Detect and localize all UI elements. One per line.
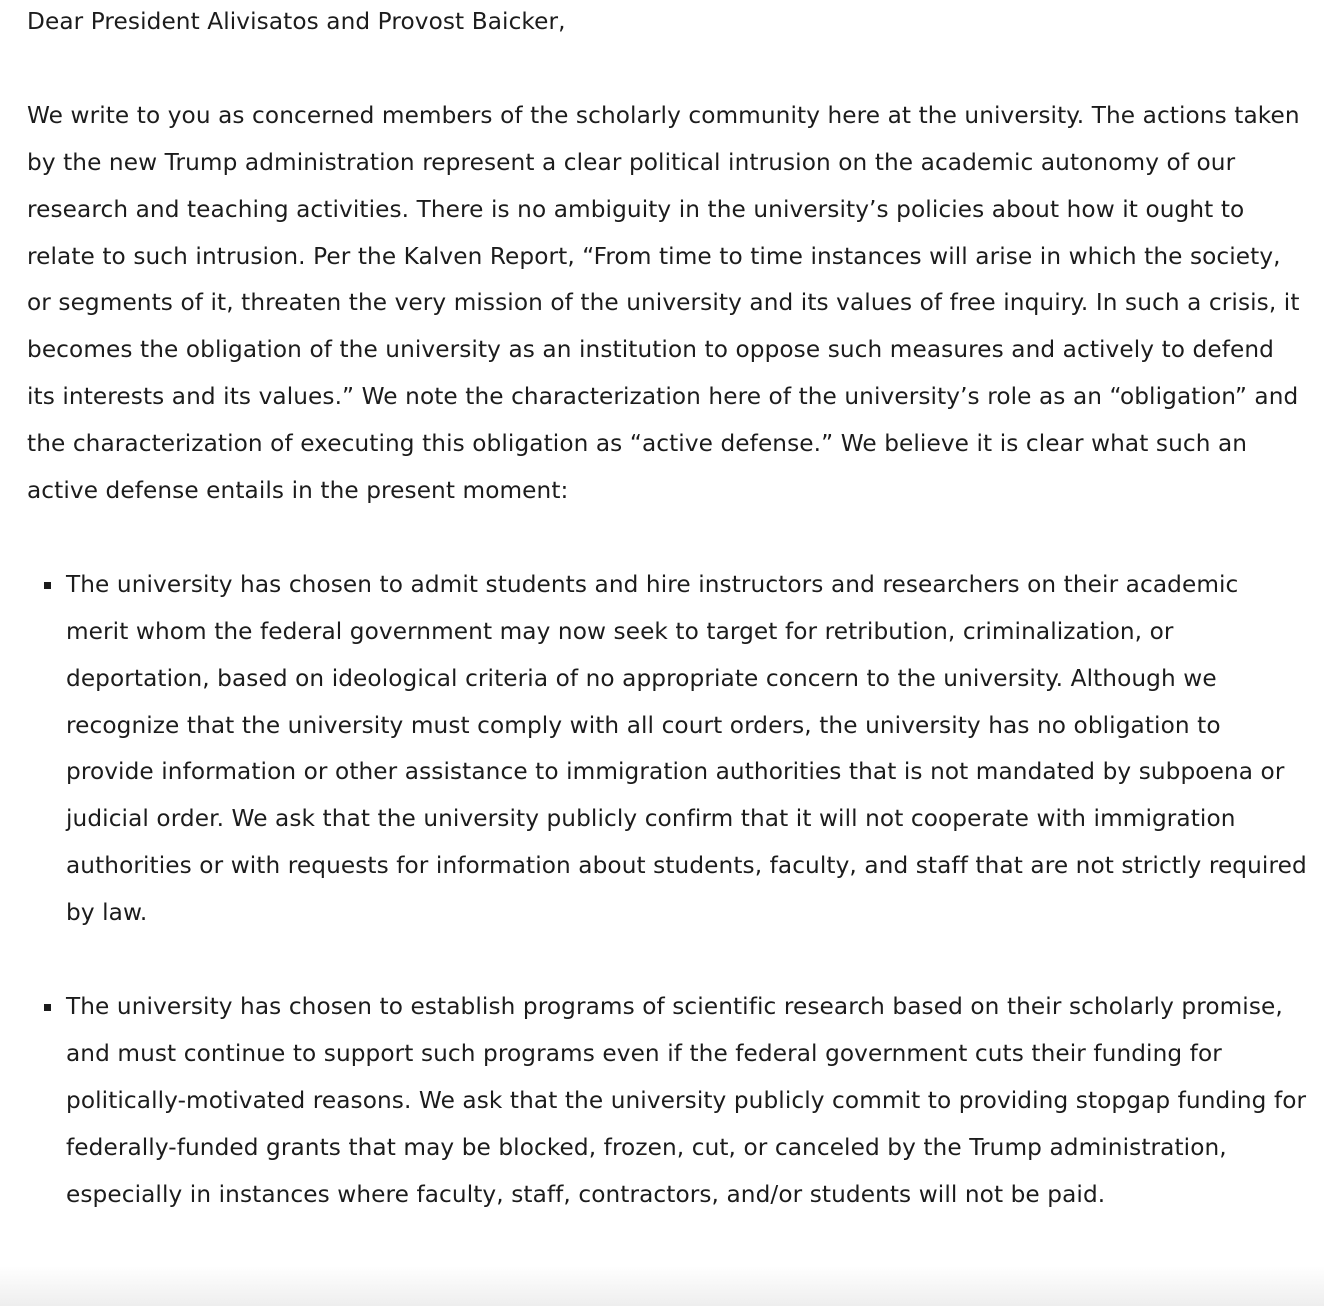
requests-list <box>27 562 1307 1219</box>
salutation: Dear President Alivisatos and Provost Baicker, <box>27 8 566 35</box>
list-item: The university has chosen to establish programs of scientific research based on their scholarly promise, and must continue to support such programs even if the federal government cuts their funding for politically-motivated reasons. We ask that the university publicly commit to providing stopgap funding for federally-funded grants that may be blocked, frozen, cut, or canceled by the Trump administration, especially in instances where faculty, staff, contractors, and/or students will not be paid. <box>66 984 1307 1219</box>
list-item: The university has chosen to admit students and hire instructors and researchers on their academic merit whom the federal government may now seek to target for retribution, criminalization, or deportation, based on ideological criteria of no appropriate concern to the university. Although we recognize that the university must comply with all court orders, the university has no obligation to provide information or other assistance to immigration authorities that is not mandated by subpoena or judicial order. We ask that the university publicly confirm that it will not cooperate with immigration authorities or with requests for information about students, faculty, and staff that are not strictly required by law. <box>66 562 1307 937</box>
intro-paragraph: We write to you as concerned members of the scholarly community here at the university. The actions taken by the new Trump administration represent a clear political intrusion on the academic autonomy of our research and teaching activities. There is no ambiguity in the university’s policies about how it ought to relate to such intrusion. Per the Kalven Report, “From time to time instances will arise in which the society, or segments of it, threaten the very mission of the university and its values of free inquiry. In such a crisis, it becomes the obligation of the university as an institution to oppose such measures and actively to defend its interests and its values.” We note the characterization here of the university’s role as an “obligation” and the characterization of executing this obligation as “active defense.” We believe it is clear what such an active defense entails in the present moment: <box>27 101 1300 505</box>
bottom-fade <box>0 1266 1324 1306</box>
letter-body <box>27 0 1307 1265</box>
